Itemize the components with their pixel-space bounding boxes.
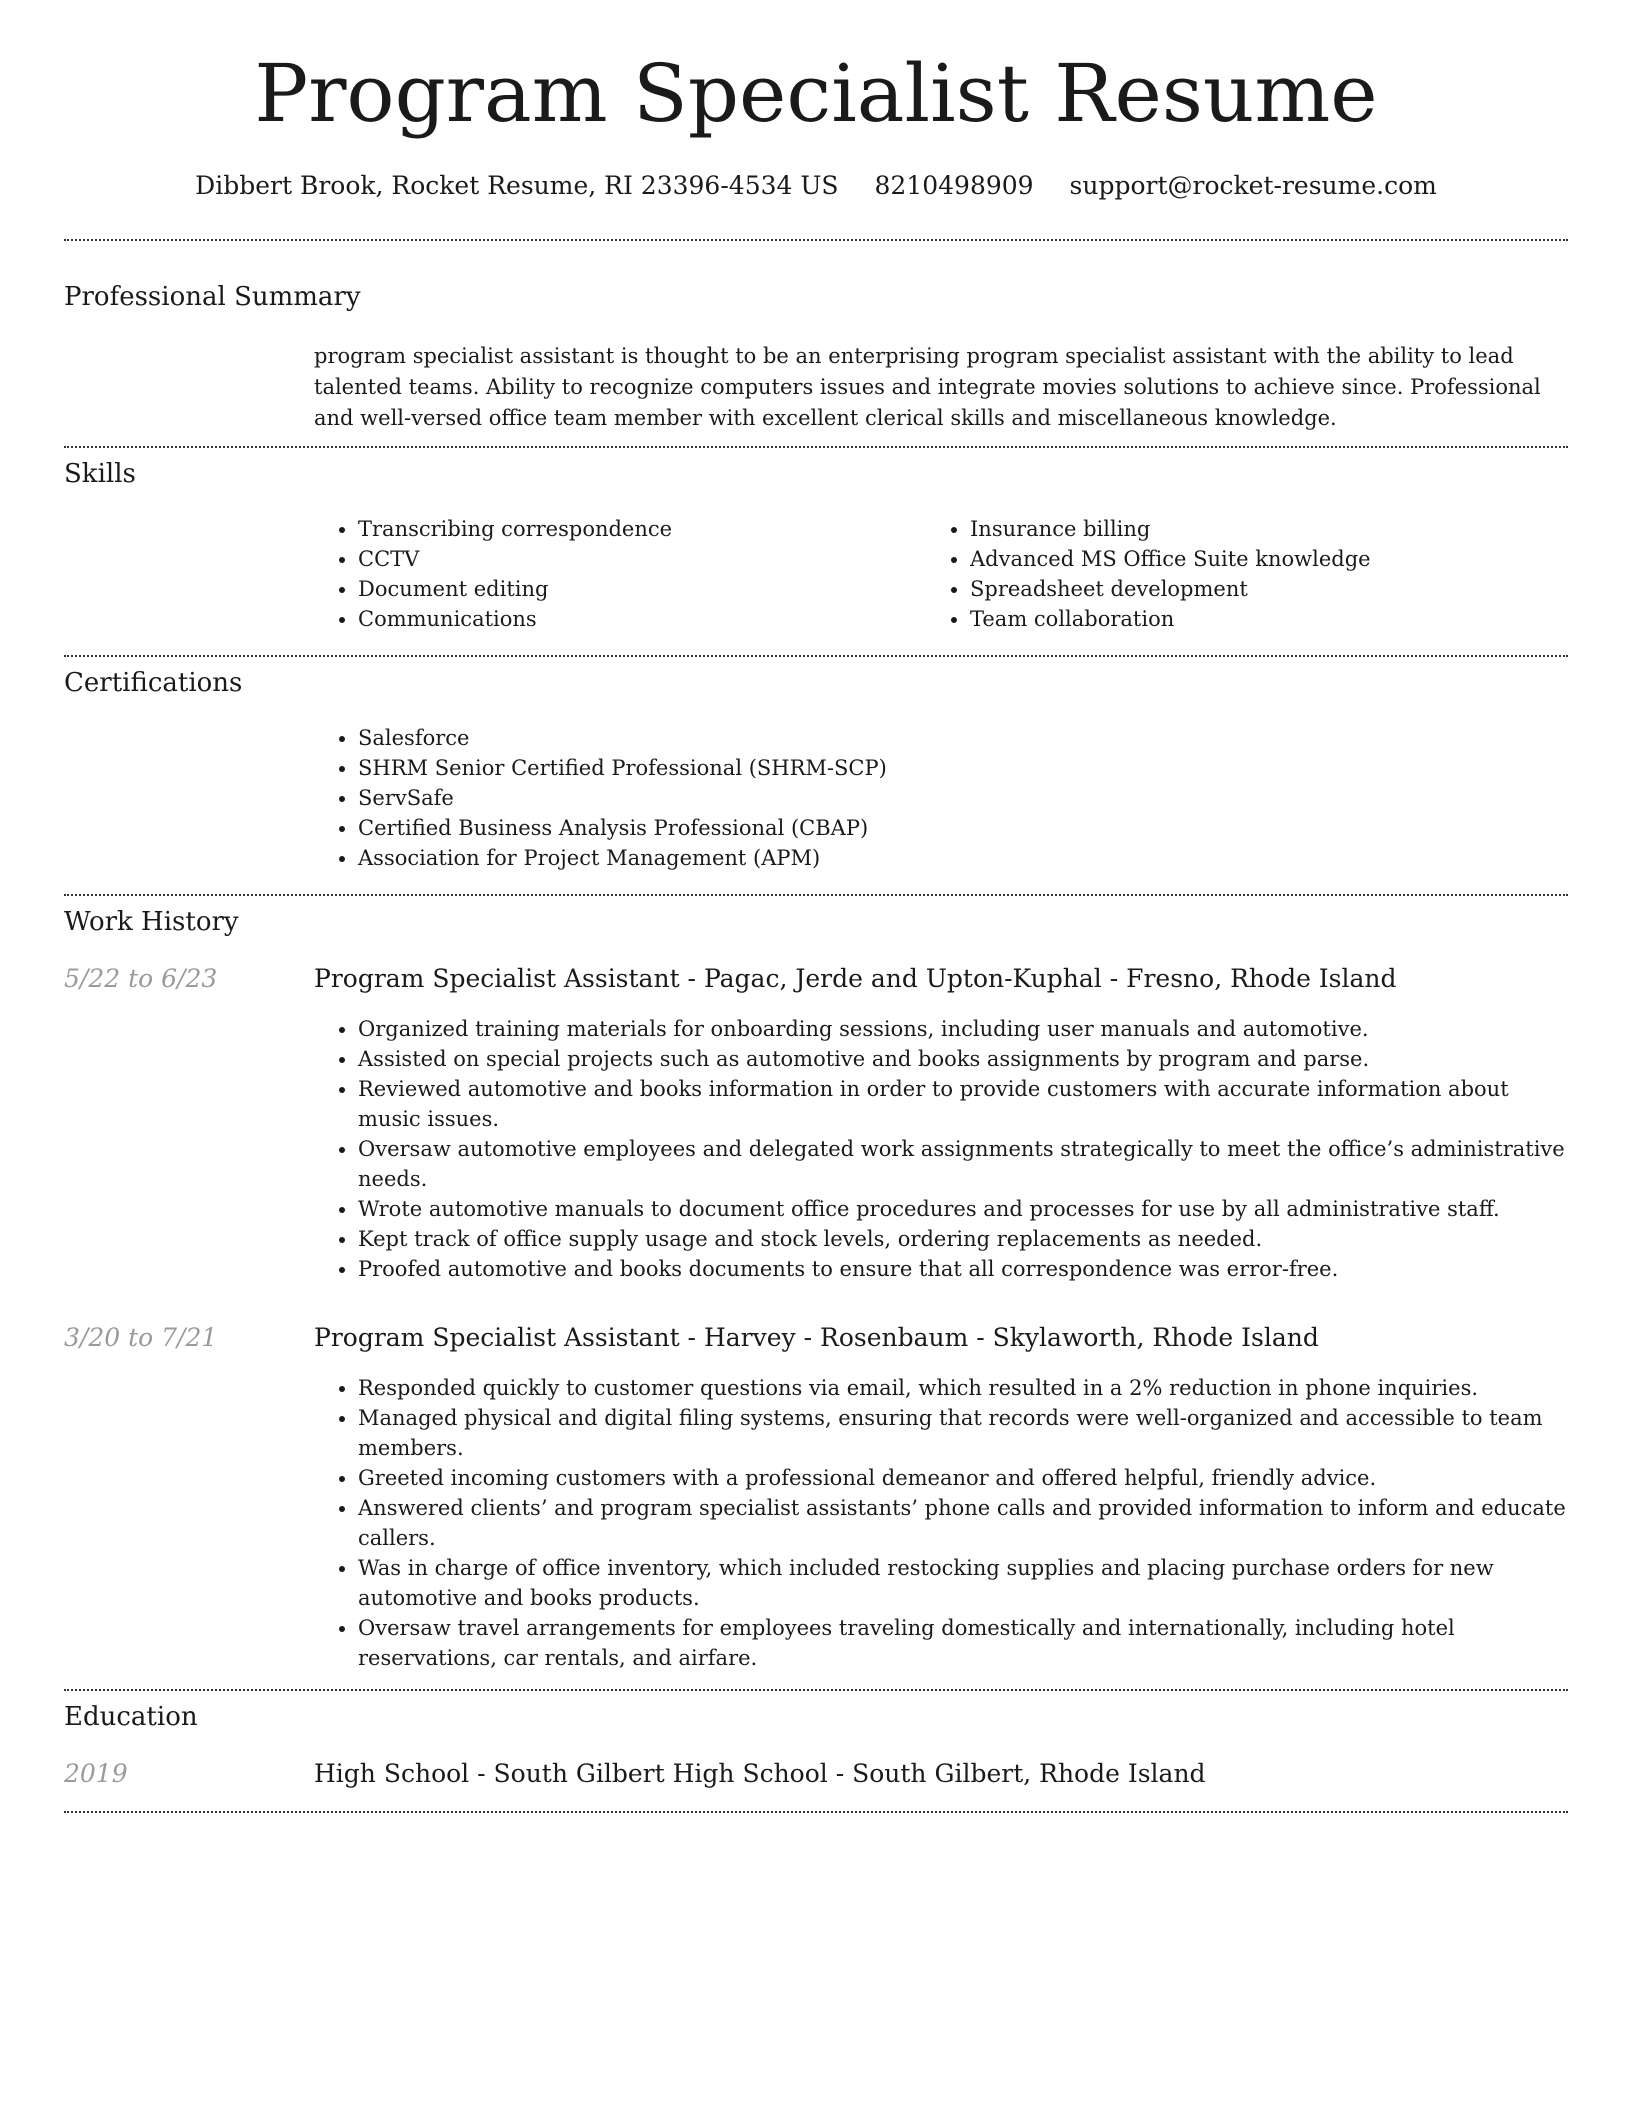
- certification-item: • SHRM Senior Certified Professional (SHRM-SCP): [358, 753, 1568, 783]
- page-title: Program Specialist Resume: [254, 47, 1378, 140]
- certification-item: • Salesforce: [358, 723, 1568, 753]
- job-title: Program Specialist Assistant - Harvey - Rosenbaum - Skylaworth, Rhode Island: [314, 1323, 1319, 1352]
- skill-item: • Transcribing correspondence: [358, 514, 918, 544]
- job-bullet: • Reviewed automotive and books information in order to provide customers with accurate information about music issues.: [358, 1074, 1568, 1134]
- skill-item: • Communications: [358, 604, 918, 634]
- job-bullet: • Managed physical and digital filing systems, ensuring that records were well-organized and accessible to team members.: [358, 1403, 1568, 1463]
- certification-item: • ServSafe: [358, 783, 1568, 813]
- skills-list-right: [926, 514, 1570, 634]
- contact-phone: 8210498909: [874, 171, 1034, 200]
- job-bullet: • Assisted on special projects such as automotive and books assignments by program and parse.: [358, 1044, 1568, 1074]
- section-heading-work-history: Work History: [64, 907, 239, 937]
- job-bullet: • Was in charge of office inventory, which included restocking supplies and placing purchase orders for new automotive and books products.: [358, 1553, 1568, 1613]
- job-bullet: • Kept track of office supply usage and stock levels, ordering replacements as needed.: [358, 1224, 1568, 1254]
- contact-address: Dibbert Brook, Rocket Resume, RI 23396-4534 US: [195, 171, 839, 200]
- divider: [64, 655, 1568, 657]
- skill-item: • CCTV: [358, 544, 918, 574]
- job-dates: 5/22 to 6/23: [64, 964, 218, 993]
- job-bullet: • Organized training materials for onboarding sessions, including user manuals and automotive.: [358, 1014, 1568, 1044]
- certification-item: • Certified Business Analysis Professional (CBAP): [358, 813, 1568, 843]
- job-bullet: • Oversaw travel arrangements for employees traveling domestically and internationally, including hotel reservations, car rentals, and airfare.: [358, 1613, 1568, 1673]
- section-heading-summary: Professional Summary: [64, 282, 361, 312]
- skills-list-left: [314, 514, 918, 634]
- job-bullets: [314, 1373, 1568, 1673]
- skill-item: • Team collaboration: [970, 604, 1570, 634]
- divider: [64, 446, 1568, 448]
- section-heading-education: Education: [64, 1702, 198, 1732]
- education-year: 2019: [64, 1759, 128, 1788]
- job-bullet: • Wrote automotive manuals to document office procedures and processes for use by all administrative staff.: [358, 1194, 1568, 1224]
- divider: [64, 239, 1568, 241]
- contact-email: support@rocket-resume.com: [1069, 171, 1437, 200]
- divider: [64, 894, 1568, 896]
- section-heading-skills: Skills: [64, 459, 136, 489]
- contact-line: [0, 170, 1632, 203]
- divider: [64, 1689, 1568, 1691]
- section-heading-certifications: Certifications: [64, 668, 243, 698]
- job-bullet: • Responded quickly to customer questions via email, which resulted in a 2% reduction in phone inquiries.: [358, 1373, 1568, 1403]
- job-bullets: [314, 1014, 1568, 1284]
- job-bullet: • Oversaw automotive employees and delegated work assignments strategically to meet the office’s administrative needs.: [358, 1134, 1568, 1194]
- certifications-list: [314, 723, 1568, 873]
- summary-text: program specialist assistant is thought to be an enterprising program specialist assistant with the ability to lead talented teams. Ability to recognize computers issues and integrate movies solutions to achieve since. Professional and well-versed office team member with excellent clerical skills and miscellaneous knowledge.: [314, 344, 1541, 430]
- skill-item: • Advanced MS Office Suite knowledge: [970, 544, 1570, 574]
- job-dates: 3/20 to 7/21: [64, 1323, 218, 1352]
- job-bullet: • Proofed automotive and books documents to ensure that all correspondence was error-free.: [358, 1254, 1568, 1284]
- skill-item: • Spreadsheet development: [970, 574, 1570, 604]
- job-bullet: • Greeted incoming customers with a professional demeanor and offered helpful, friendly advice.: [358, 1463, 1568, 1493]
- divider: [64, 1811, 1568, 1813]
- skill-item: • Document editing: [358, 574, 918, 604]
- education-title: High School - South Gilbert High School - South Gilbert, Rhode Island: [314, 1759, 1206, 1788]
- skill-item: • Insurance billing: [970, 514, 1570, 544]
- certification-item: • Association for Project Management (APM): [358, 843, 1568, 873]
- job-bullet: • Answered clients’ and program specialist assistants’ phone calls and provided information to inform and educate callers.: [358, 1493, 1568, 1553]
- job-title: Program Specialist Assistant - Pagac, Jerde and Upton-Kuphal - Fresno, Rhode Island: [314, 964, 1397, 993]
